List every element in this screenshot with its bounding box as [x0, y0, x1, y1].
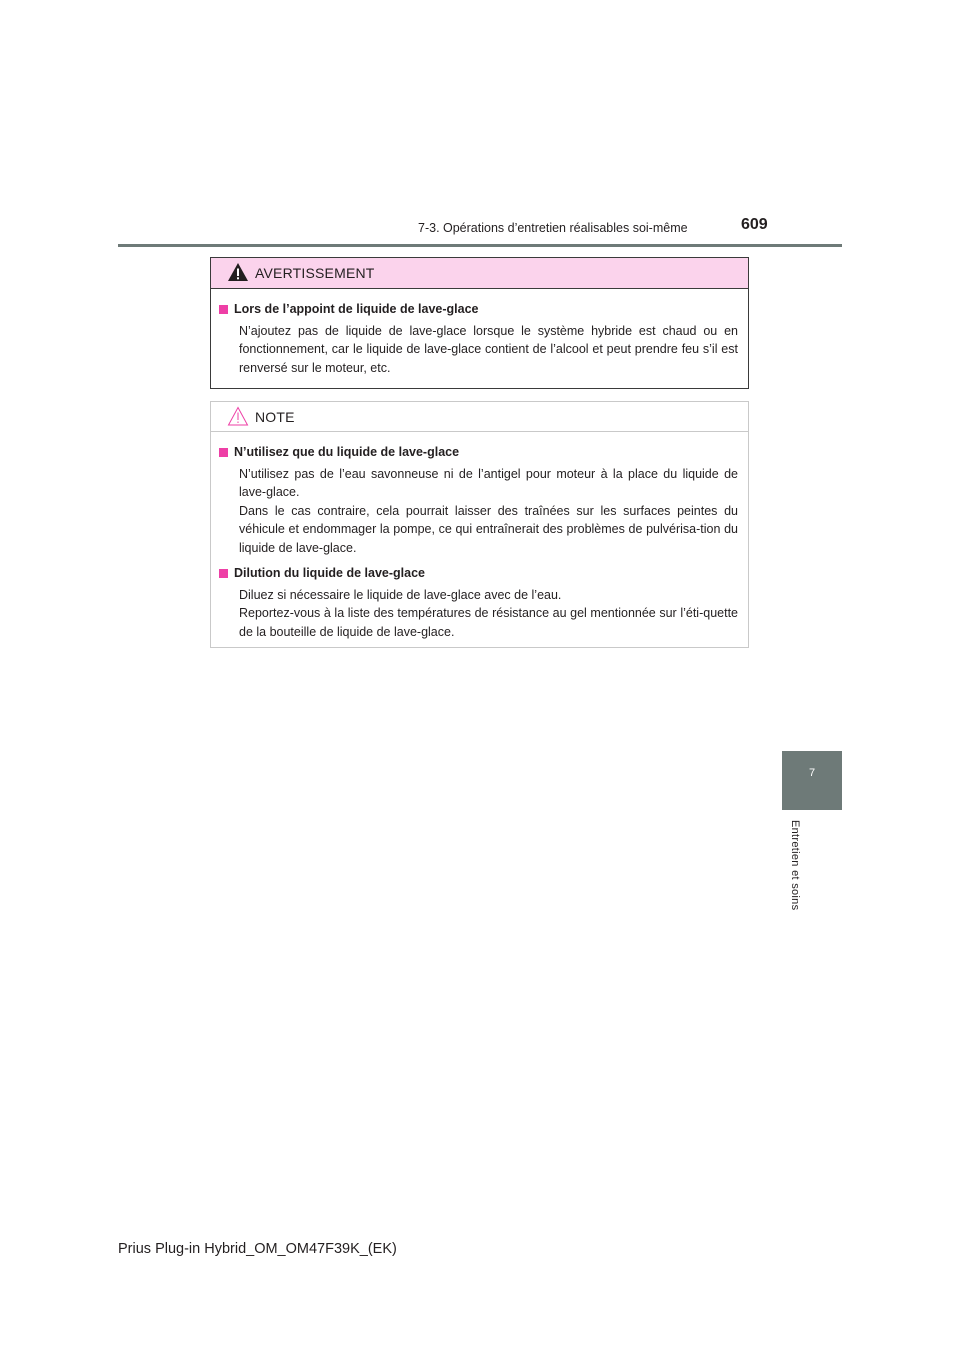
section-heading-text: Dilution du liquide de lave-glace — [234, 566, 425, 581]
square-bullet-icon — [219, 448, 228, 457]
page-number: 609 — [741, 216, 768, 233]
caution-triangle-icon — [227, 406, 249, 426]
section-heading-text: Lors de l’appoint de liquide de lave-glace — [234, 302, 479, 316]
section-heading — [219, 565, 738, 582]
note-heading: NOTE — [255, 409, 295, 425]
section-heading — [219, 444, 738, 461]
warning-box — [210, 257, 749, 389]
warning-body — [211, 289, 748, 377]
chapter-label: Entretien et soins — [789, 820, 801, 911]
square-bullet-icon — [219, 305, 228, 314]
note-body — [211, 432, 748, 641]
chapter-number: 7 — [808, 767, 816, 779]
note-box — [210, 401, 749, 648]
chapter-tab — [782, 751, 842, 810]
paragraph: Dans le cas contraire, cela pourrait laisser des traînées sur les surfaces peintes du véhicule et endommager la pompe, ce qui entraînerait des problèmes de pulvérisa-tion du liquide de lave-glace. — [239, 503, 738, 555]
header-divider — [118, 244, 842, 247]
section-heading — [219, 301, 738, 318]
paragraph: N’utilisez pas de l’eau savonneuse ni de l’antigel pour moteur à la place du liquide de lave-glace. — [239, 467, 738, 500]
warning-section — [219, 301, 738, 377]
warning-triangle-icon — [227, 262, 249, 282]
section-title: 7-3. Opérations d’entretien réalisables soi-même — [418, 221, 688, 235]
section-heading-text: N’utilisez que du liquide de lave-glace — [234, 445, 460, 459]
square-bullet-icon — [219, 569, 228, 578]
footer-document-id: Prius Plug-in Hybrid_OM_OM47F39K_(EK) — [118, 1241, 397, 1257]
note-section — [219, 444, 738, 557]
paragraph: Diluez si nécessaire le liquide de lave-glace avec de l’eau. — [239, 588, 562, 603]
warning-heading: AVERTISSEMENT — [255, 265, 375, 281]
paragraph: Reportez-vous à la liste des températures de résistance au gel mentionnée sur l’éti-quette de la bouteille de liquide de lave-glace. — [239, 606, 738, 639]
warning-header — [211, 258, 748, 289]
note-header — [211, 402, 748, 432]
note-section — [219, 565, 738, 641]
paragraph: N’ajoutez pas de liquide de lave-glace lorsque le système hybride est chaud ou en fonctionnement, car le liquide de lave-glace contient de l’alcool et peut prendre feu s’il est renversé sur le moteur, etc. — [239, 324, 738, 375]
